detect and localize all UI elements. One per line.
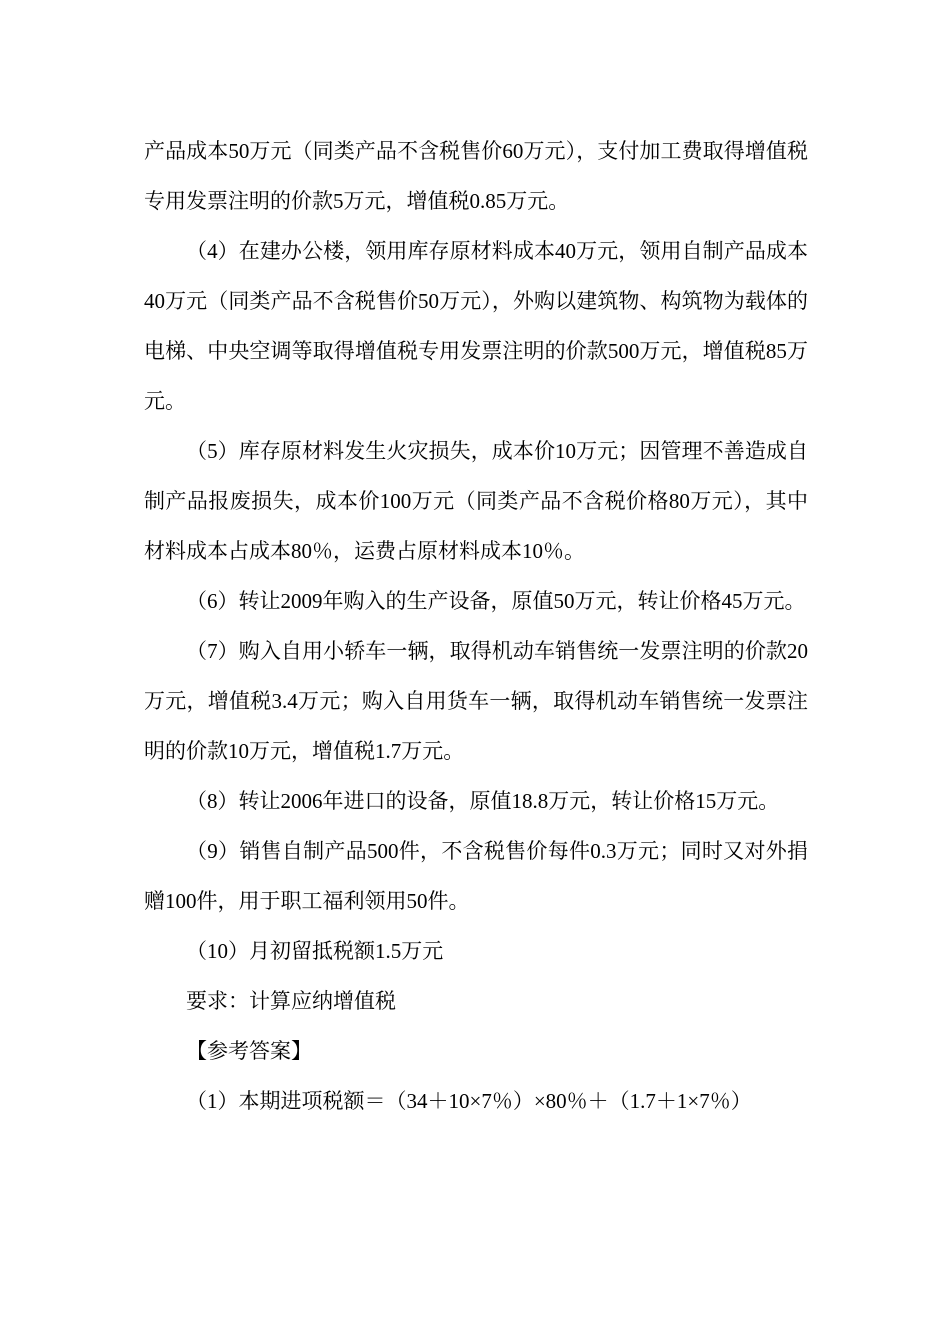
document-body xyxy=(144,126,808,1126)
paragraph-requirement: 要求：计算应纳增值税 xyxy=(186,989,396,1013)
paragraph-item-7: （7）购入自用小轿车一辆，取得机动车销售统一发票注明的价款20万元，增值税3.4万元；购入自用货车一辆，取得机动车销售统一发票注明的价款10万元，增值税1.7万元。 xyxy=(144,639,808,763)
paragraph-item-9: （9）销售自制产品500件，不含税售价每件0.3万元；同时又对外捐赠100件，用于职工福利领用50件。 xyxy=(144,839,808,913)
paragraph-item-4: （4）在建办公楼，领用库存原材料成本40万元，领用自制产品成本40万元（同类产品不含税售价50万元），外购以建筑物、构筑物为载体的电梯、中央空调等取得增值税专用发票注明的价款500万元，增值税85万元。 xyxy=(144,239,808,413)
paragraph-item-6: （6）转让2009年购入的生产设备，原值50万元，转让价格45万元。 xyxy=(186,589,806,613)
paragraph-item-8: （8）转让2006年进口的设备，原值18.8万元，转让价格15万元。 xyxy=(186,789,780,813)
paragraph-continuation: 产品成本50万元（同类产品不含税售价60万元），支付加工费取得增值税专用发票注明的价款5万元，增值税0.85万元。 xyxy=(144,139,808,213)
paragraph-item-10: （10）月初留抵税额1.5万元 xyxy=(186,939,444,963)
paragraph-answer-1: （1）本期进项税额＝（34＋10×7％）×80％＋（1.7＋1×7％） xyxy=(186,1089,752,1113)
paragraph-item-5: （5）库存原材料发生火灾损失，成本价10万元；因管理不善造成自制产品报废损失，成本价100万元（同类产品不含税价格80万元），其中材料成本占成本80％，运费占原材料成本10％。 xyxy=(144,439,808,563)
paragraph-answer-heading: 【参考答案】 xyxy=(186,1039,312,1063)
